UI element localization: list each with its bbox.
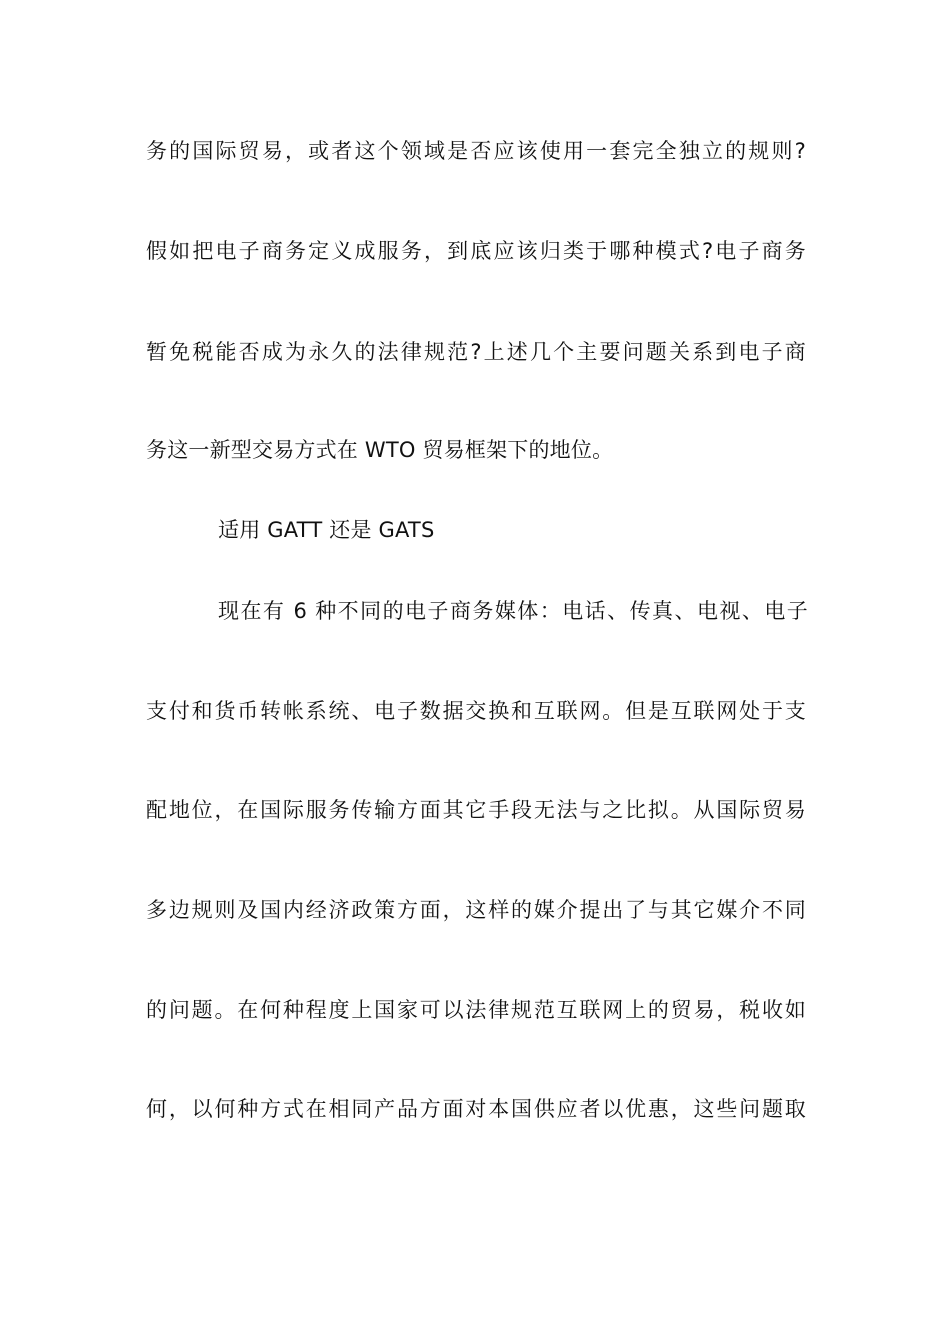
paragraph-line: 的问题。在何种程度上国家可以法律规范互联网上的贸易，税收如 [146,998,806,1022]
paragraph-line: 配地位，在国际服务传输方面其它手段无法与之比拟。从国际贸易 [146,798,806,822]
paragraph-line: 暂免税能否成为永久的法律规范?上述几个主要问题关系到电子商 [146,340,806,364]
paragraph-line: 支付和货币转帐系统、电子数据交换和互联网。但是互联网处于支 [146,699,806,723]
paragraph-line: 现在有 6 种不同的电子商务媒体：电话、传真、电视、电子 [218,599,808,623]
paragraph-line: 务这一新型交易方式在 WTO 贸易框架下的地位。 [146,438,614,462]
paragraph-line: 多边规则及国内经济政策方面，这样的媒介提出了与其它媒介不同 [146,898,806,922]
paragraph-line: 务的国际贸易，或者这个领域是否应该使用一套完全独立的规则? [146,139,806,163]
paragraph-line: 何，以何种方式在相同产品方面对本国供应者以优惠，这些问题取 [146,1097,806,1121]
section-heading: 适用 GATT 还是 GATS [218,518,435,542]
paragraph-line: 假如把电子商务定义成服务，到底应该归类于哪种模式?电子商务 [146,239,806,263]
